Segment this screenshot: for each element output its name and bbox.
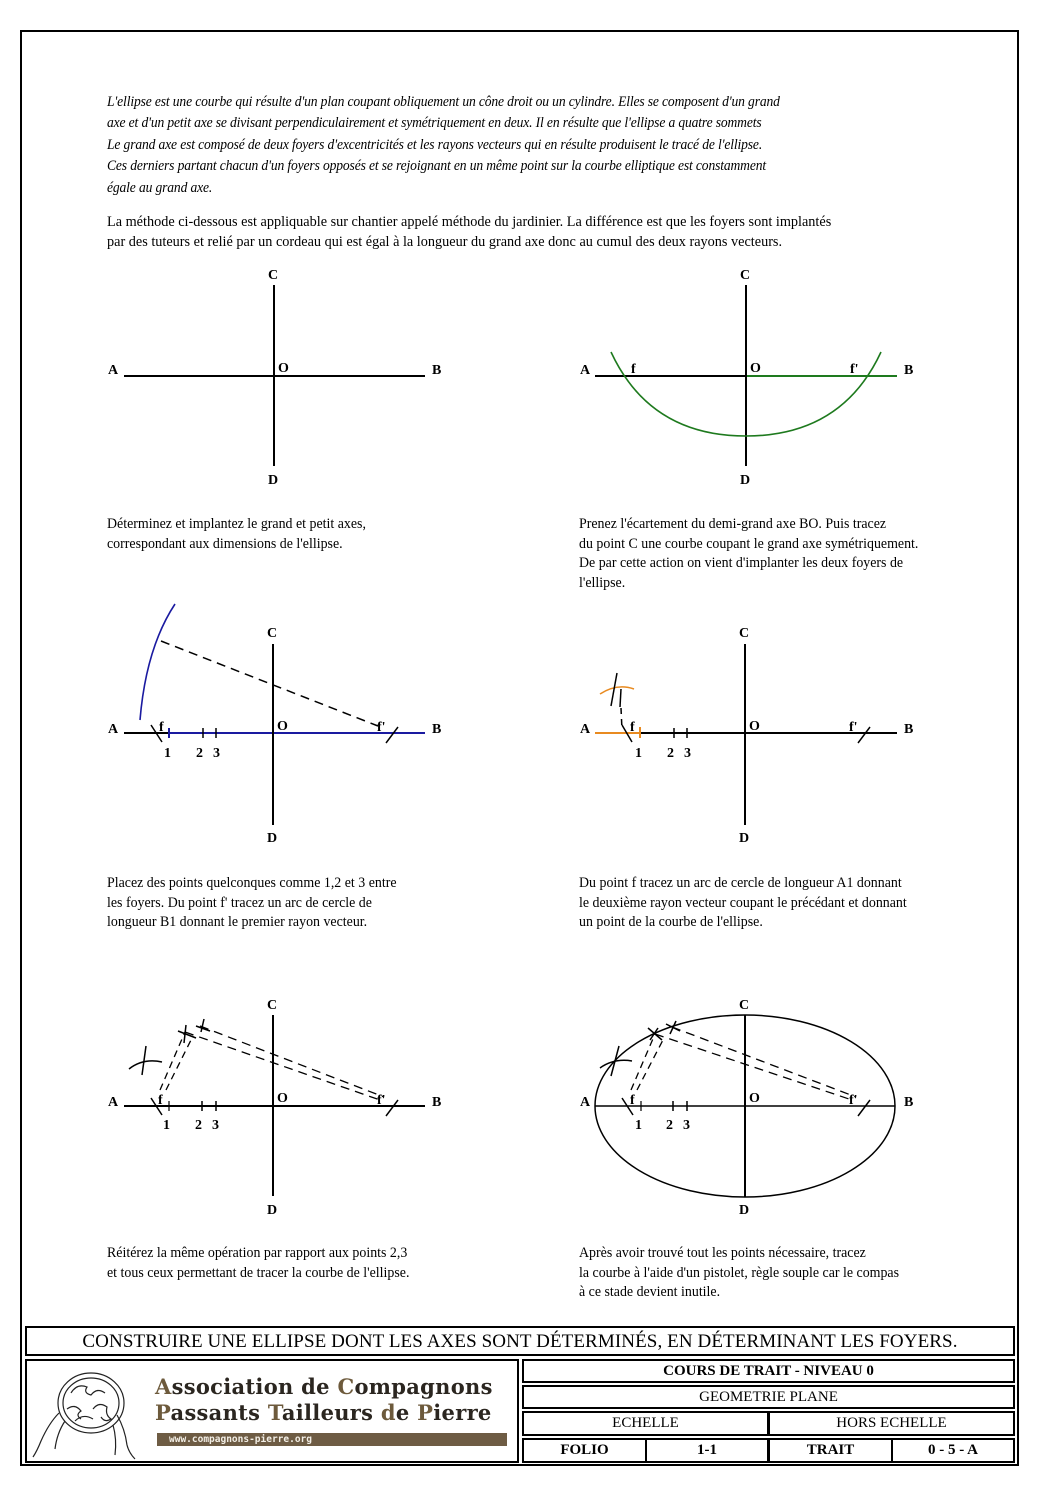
caption-step-6 [579,1244,899,1303]
focus-f-prime-label: f' [849,720,858,735]
logo-initial: A [155,1374,172,1399]
caption-step-1 [107,515,366,554]
logo-initial: C [337,1374,355,1399]
method-line: La méthode ci-dessous est appliquable sur chantier appelé méthode du jardinier. La différence est que les foyers sont implantés [107,214,832,230]
method-line: par des tuteurs et relié par un cordeau qui est égal à la longueur du grand axe donc au cumul des deux rayons vecteurs. [107,234,783,250]
caption-step-5 [107,1244,409,1283]
point-c-label: C [267,998,278,1013]
intro-line: Le grand axe est composé de deux foyers d'excentricités et les rayons vecteurs qui en résulte produisent le tracé de l'ellipse. [107,136,763,153]
point-a-label: A [108,722,119,737]
logo-word: ompagnons [354,1374,493,1399]
focus-f-label: f [158,1093,163,1108]
logo-word: ssociation de [171,1374,338,1399]
point-a-label: A [108,1095,119,1110]
point-b-label: B [432,363,442,378]
caption-line: le deuxième rayon vecteur coupant le précédant et donnant [579,894,907,911]
point-3-label: 3 [213,746,220,761]
point-3-label: 3 [212,1118,219,1133]
logo-initial: T [267,1400,282,1425]
logo-word: e [395,1400,418,1425]
scale-value: HORS ECHELLE [768,1411,1015,1436]
point-1-label: 1 [163,1118,170,1133]
title-block-grid [522,1359,1015,1463]
point-o-label: O [277,1091,288,1106]
point-2-label: 2 [195,1118,202,1133]
point-b-label: B [904,363,914,378]
point-a-label: A [580,722,591,737]
caption-line: correspondant aux dimensions de l'ellipse. [107,535,343,552]
logo-word: ailleurs [281,1400,381,1425]
logo-word: ierre [433,1400,492,1425]
logo-box [25,1359,519,1463]
point-d-label: D [739,831,750,846]
scale-label: ECHELLE [522,1411,769,1436]
focus-f-label: f [630,1093,635,1108]
caption-line: longueur B1 donnant le premier rayon vecteur. [107,914,368,930]
second-radius-arc [600,687,634,694]
intro-line: axe et d'un petit axe se divisant perpendiculairement et symétriquement en deux. Il en résulte que l'ellipse a quatre sommets [107,115,762,132]
title-block [25,1326,1017,1463]
point-b-label: B [904,722,914,737]
caption-line: Déterminez et implantez le grand et petit axes, [107,516,366,532]
course-level: COURS DE TRAIT - NIVEAU 0 [522,1359,1015,1383]
caption-line: Après avoir trouvé tout les points nécessaire, tracez [579,1245,866,1261]
point-c-label: C [739,626,750,641]
point-c-label: C [739,998,750,1013]
intro-line: Ces derniers partant chacun d'un foyers opposés et se rejoignant en un même point sur la courbe elliptique est constamment [107,158,767,175]
association-name [155,1374,493,1426]
point-d-label: D [740,473,751,488]
caption-step-2 [579,515,918,593]
caption-line: du point C une courbe coupant le grand axe symétriquement. [579,535,919,552]
hands-holding-stone-medallion-icon [31,1363,151,1461]
caption-line: la courbe à l'aide d'un pistolet, règle souple car le compas [579,1264,900,1281]
intro-line: égale au grand axe. [107,179,213,196]
caption-step-4 [579,874,907,933]
point-b-label: B [904,1095,914,1110]
point-c-label: C [268,268,279,283]
point-2-label: 2 [666,1118,673,1133]
focus-f-prime-label: f' [377,1093,386,1108]
point-1-label: 1 [635,1118,642,1133]
drawing-title: CONSTRUIRE UNE ELLIPSE DONT LES AXES SONT DÉTERMINÉS, EN DÉTERMINANT LES FOYERS. [25,1326,1015,1356]
point-a-label: A [580,363,591,378]
point-o-label: O [277,719,288,734]
caption-line: à ce stade devient inutile. [579,1284,721,1300]
point-o-label: O [278,361,289,376]
second-radius-vector [621,708,622,730]
point-2-label: 2 [196,746,203,761]
point-d-label: D [267,831,278,846]
point-o-label: O [749,719,760,734]
folio-value: 1-1 [645,1438,769,1463]
point-b-label: B [432,722,442,737]
course-subject: GEOMETRIE PLANE [522,1385,1015,1409]
caption-line: les foyers. Du point f' tracez un arc de cercle de [107,894,372,911]
point-o-label: O [750,361,761,376]
focus-f-prime-label: f' [849,1093,858,1108]
caption-line: Du point f tracez un arc de cercle de longueur A1 donnant [579,875,902,891]
point-2-label: 2 [667,746,674,761]
caption-line: Réitérez la même opération par rapport aux points 2,3 [107,1245,408,1261]
caption-line: Prenez l'écartement du demi-grand axe BO. Puis tracez [579,516,887,532]
point-d-label: D [739,1203,750,1218]
point-1-label: 1 [635,746,642,761]
website-link[interactable]: www.compagnons-pierre.org [157,1433,507,1446]
point-3-label: 3 [683,1118,690,1133]
logo-initial: d [380,1400,396,1425]
point-b-label: B [432,1095,442,1110]
point-o-label: O [749,1091,760,1106]
point-d-label: D [267,1203,278,1218]
point-d-label: D [268,473,279,488]
trait-value: 0 - 5 - A [891,1438,1015,1463]
caption-line: et tous ceux permettant de tracer la courbe de l'ellipse. [107,1264,410,1281]
point-c-label: C [267,626,278,641]
focus-f-prime-label: f' [377,720,386,735]
logo-initial: P [155,1400,171,1425]
caption-line: De par cette action on vient d'implanter les deux foyers de [579,555,904,571]
point-1-label: 1 [164,746,171,761]
caption-line: un point de la courbe de l'ellipse. [579,914,763,930]
point-a-label: A [580,1095,591,1110]
trait-label: TRAIT [768,1438,893,1463]
focus-f-prime-label: f' [850,362,859,377]
point-3-label: 3 [684,746,691,761]
logo-initial: P [417,1400,434,1425]
focus-f-label: f [631,362,636,377]
caption-line: Placez des points quelconques comme 1,2 et 3 entre [107,875,397,891]
focus-f-label: f [630,720,635,735]
focus-f-label: f [159,720,164,735]
intro-line: L'ellipse est une courbe qui résulte d'un plan coupant obliquement un cône droit ou un cylindre. Elles se composent d'un grand [107,94,780,110]
folio-label: FOLIO [522,1438,647,1463]
first-radius-vector [161,641,378,726]
point-c-label: C [740,268,751,283]
point-a-label: A [108,363,119,378]
caption-step-3 [107,874,397,933]
logo-word: assants [170,1400,268,1425]
first-radius-arc [140,604,175,720]
caption-line: l'ellipse. [579,574,626,591]
diagram-step-1 [124,285,425,466]
